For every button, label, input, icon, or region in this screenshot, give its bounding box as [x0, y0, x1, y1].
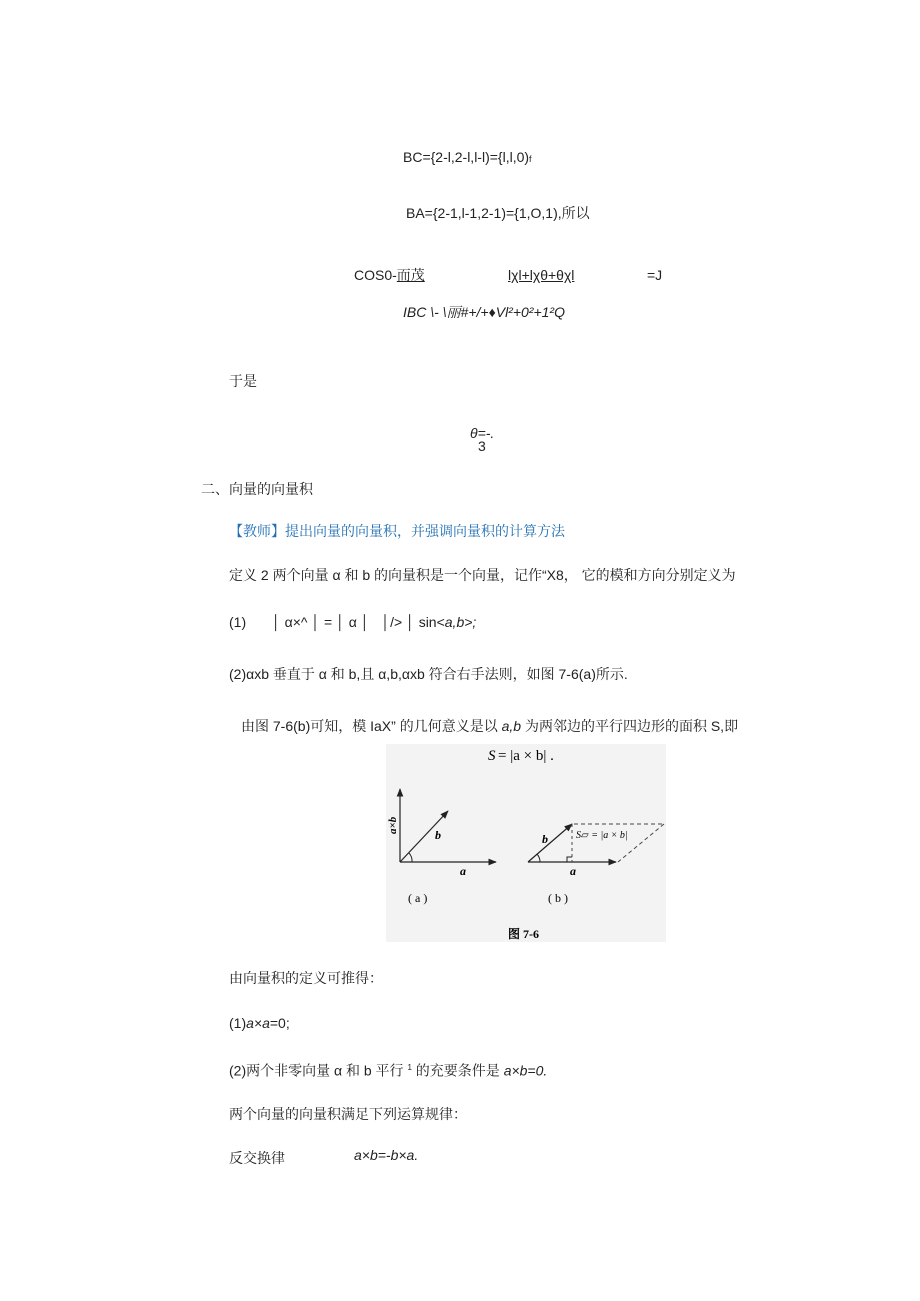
property-2-mid: 的充要条件是 [411, 1062, 504, 1079]
figure-7-6-svg [386, 744, 666, 942]
formula-bc-text: BC={2-l,2-l,l-l)={l,l,0) [403, 149, 530, 165]
angle-arc-left [409, 853, 412, 862]
property-1-number: (1) [229, 1015, 247, 1031]
geometric-meaning [241, 717, 738, 735]
formula-bc-tail: f [529, 154, 532, 164]
item-1-sin: │/> │ sin< [381, 614, 445, 630]
property-2-superscript: 1 [407, 1063, 412, 1072]
derivation-intro: 由向量积的定义可推得： [229, 970, 383, 986]
formula-ba: BA={2-1,l-1,2-1)={1,O,1),所以 [406, 205, 590, 221]
definition-2: 定义 2 两个向量 α 和 b 的向量积是一个向量，记作“X8， 它的模和方向分别定义为 [229, 567, 736, 583]
label-area: S▱ = |a × b| [576, 830, 628, 841]
caption-a: ( a ) [408, 891, 428, 905]
anti-commutative-expr: a×b=-b×a. [354, 1147, 419, 1163]
property-2-text: (2)两个非零向量 α 和 b 平行 [229, 1062, 408, 1079]
property-1 [229, 1014, 290, 1032]
formula-cos-fraction: 而茂 [396, 267, 425, 283]
formula-theta-denominator: 3 [478, 438, 486, 454]
definition-item-2: (2)αxb 垂直于 α 和 b,且 α,b,αxb 符合右手法则，如图 7-6(a)所示. [229, 666, 628, 682]
formula-bc [403, 148, 532, 168]
angle-arc-right [537, 854, 540, 862]
geometric-meaning-ab: a,b [501, 718, 522, 734]
property-2-expr: a×b=0. [503, 1062, 548, 1079]
figure-equation-s: S [488, 748, 496, 764]
right-angle-mark [567, 857, 572, 862]
caption-b: ( b ) [548, 891, 568, 905]
figure-title: 图 7-6 [508, 927, 539, 941]
text-yushi: 于是 [229, 373, 257, 389]
geometric-meaning-lead: 由图 7-6(b)可知，模 IaX” 的几何意义是以 [241, 718, 502, 734]
definition-item-1-number: (1) [229, 614, 247, 630]
label-axb: a×b [387, 816, 399, 834]
formula-cos [354, 266, 425, 284]
vector-b-arrow-right [528, 824, 572, 862]
anti-commutative-label: 反交换律 [229, 1150, 285, 1166]
label-b-right: b [542, 832, 548, 846]
property-1-expr: a×a [246, 1015, 270, 1031]
item-1-modulus: │ α×^ │ = │ α │ [272, 614, 370, 630]
property-2 [229, 1059, 547, 1080]
label-a-left: a [460, 864, 466, 878]
label-a-right: a [570, 864, 576, 878]
figure-7-6 [386, 744, 666, 942]
figure-equation: = |a × b| . [498, 748, 554, 764]
formula-ibc: IBC \- \丽#+/+♦Vl²+0²+1²Q [403, 304, 565, 320]
item-1-angle: a,b>; [444, 614, 477, 630]
label-b-left: b [435, 828, 441, 842]
teacher-note: 【教师】提出向量的向量积，并强调向量积的计算方法 [229, 523, 565, 539]
property-1-rest: =0; [269, 1015, 290, 1031]
formula-cos-right: =J [647, 267, 663, 283]
rules-intro: 两个向量的向量积满足下列运算规律： [229, 1106, 467, 1122]
section-heading: 二、向量的向量积 [201, 481, 313, 497]
formula-cos-left: COS0- [354, 267, 397, 283]
formula-theta: θ=-. [470, 425, 495, 441]
formula-cos-middle: lχl+lχθ+θχl [508, 267, 575, 283]
geometric-meaning-tail: 为两邻边的平行四边形的面积 S,即 [521, 718, 739, 734]
definition-item-1 [272, 613, 476, 631]
